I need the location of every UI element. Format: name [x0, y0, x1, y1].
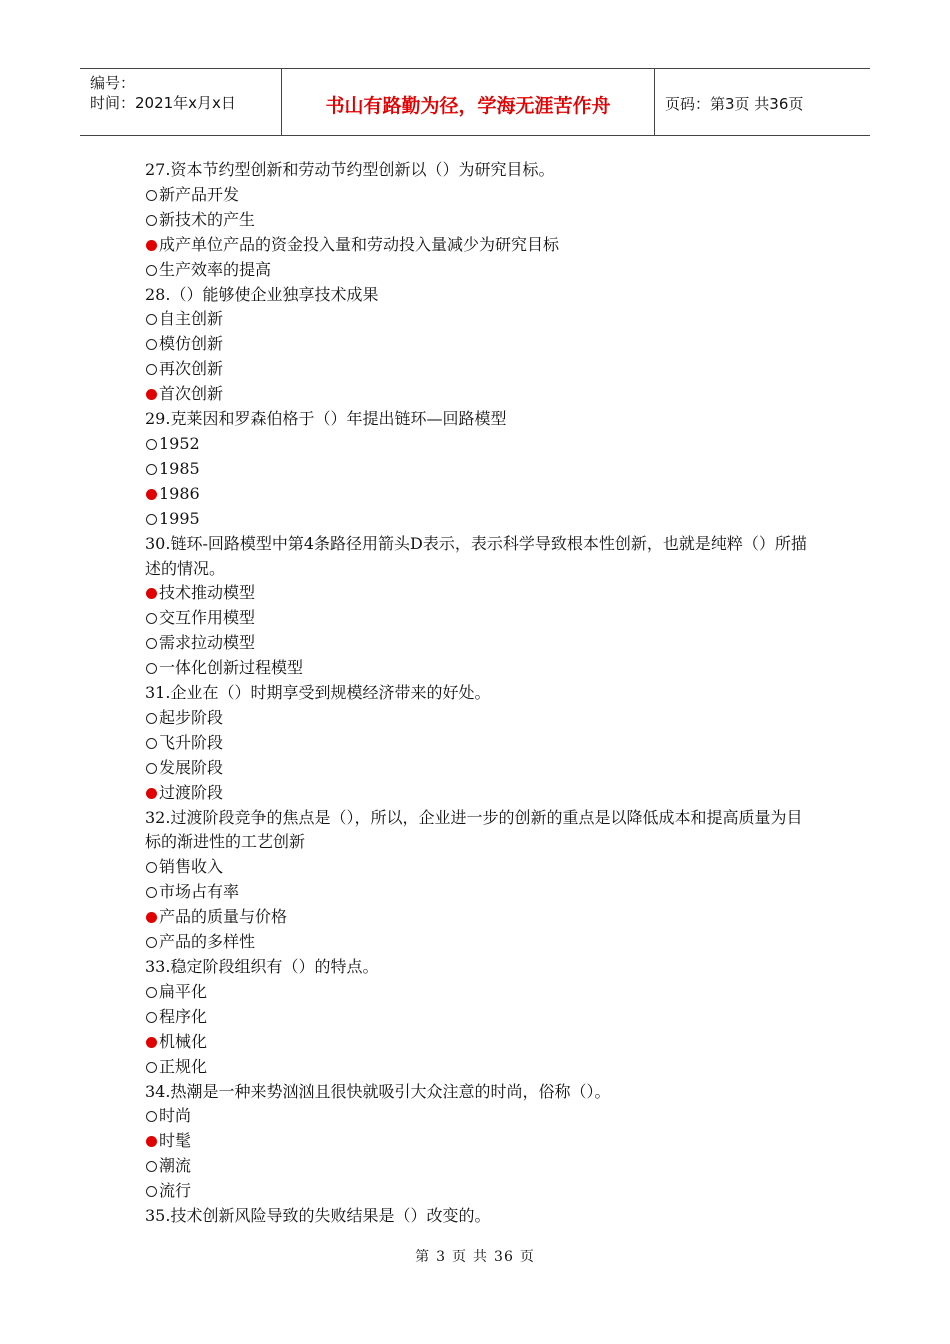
- radio-unselected-icon[interactable]: [146, 464, 157, 475]
- radio-unselected-icon[interactable]: [146, 937, 157, 948]
- answer-option[interactable]: [145, 905, 815, 930]
- radio-unselected-icon[interactable]: [146, 190, 157, 201]
- option-label: 产品的质量与价格: [159, 907, 288, 927]
- radio-unselected-icon[interactable]: [146, 763, 157, 774]
- answer-option[interactable]: [145, 1005, 815, 1030]
- answer-option[interactable]: [145, 382, 815, 407]
- option-label: 1985: [159, 458, 200, 478]
- answer-option[interactable]: [145, 1104, 815, 1129]
- radio-selected-icon[interactable]: [146, 489, 157, 500]
- radio-unselected-icon[interactable]: [146, 1012, 157, 1023]
- code-label: 编号：: [90, 74, 136, 92]
- radio-selected-icon[interactable]: [146, 1136, 157, 1147]
- answer-option[interactable]: [145, 880, 815, 905]
- radio-unselected-icon[interactable]: [146, 1186, 157, 1197]
- radio-selected-icon[interactable]: [146, 389, 157, 400]
- radio-unselected-icon[interactable]: [146, 364, 157, 375]
- option-label: 产品的多样性: [159, 932, 256, 952]
- radio-unselected-icon[interactable]: [146, 1111, 157, 1122]
- radio-unselected-icon[interactable]: [146, 738, 157, 749]
- answer-option[interactable]: [145, 1030, 815, 1055]
- option-label: 时髦: [159, 1131, 192, 1151]
- option-label: 生产效率的提高: [159, 259, 272, 279]
- question-text: 27.资本节约型创新和劳动节约型创新以（）为研究目标。: [145, 160, 555, 179]
- question-text: 35.技术创新风险导致的失败结果是（）改变的。: [145, 1206, 491, 1226]
- footer-page: 3: [436, 1249, 447, 1265]
- answer-option[interactable]: [145, 482, 815, 507]
- option-label: 机械化: [159, 1031, 208, 1051]
- question-text: 30.链环-回路模型中第4条路径用箭头D表示，表示科学导致根本性创新，也就是纯粹（）所描述的情况。: [145, 533, 807, 578]
- option-label: 销售收入: [159, 857, 224, 877]
- option-label: 技术推动模型: [159, 583, 256, 603]
- option-label: 交互作用模型: [159, 608, 256, 628]
- answer-option[interactable]: [145, 307, 815, 332]
- page-footer: [0, 1246, 950, 1266]
- answer-option[interactable]: [145, 581, 815, 606]
- option-label: 一体化创新过程模型: [159, 658, 304, 678]
- answer-option[interactable]: [145, 1055, 815, 1080]
- footer-word-2: 页: [452, 1249, 468, 1265]
- option-label: 新技术的产生: [159, 209, 256, 229]
- header-meta: [80, 69, 282, 135]
- answer-option[interactable]: [145, 1129, 815, 1154]
- radio-selected-icon[interactable]: [146, 588, 157, 599]
- radio-unselected-icon[interactable]: [146, 265, 157, 276]
- answer-option[interactable]: [145, 258, 815, 283]
- radio-unselected-icon[interactable]: [146, 339, 157, 350]
- radio-unselected-icon[interactable]: [146, 613, 157, 624]
- answer-option[interactable]: [145, 1179, 815, 1204]
- radio-unselected-icon[interactable]: [146, 439, 157, 450]
- option-label: 正规化: [159, 1056, 208, 1076]
- answer-option[interactable]: [145, 855, 815, 880]
- answer-option[interactable]: [145, 1154, 815, 1179]
- footer-word-1: 第: [415, 1249, 431, 1265]
- question-text: 29.克莱因和罗森伯格于（）年提出链环—回路模型: [145, 409, 507, 429]
- option-label: 自主创新: [159, 309, 224, 329]
- answer-option[interactable]: [145, 233, 815, 258]
- radio-unselected-icon[interactable]: [146, 215, 157, 226]
- option-label: 流行: [159, 1181, 192, 1201]
- option-label: 过渡阶段: [159, 782, 224, 802]
- option-label: 市场占有率: [159, 882, 240, 902]
- answer-option[interactable]: [145, 980, 815, 1005]
- radio-unselected-icon[interactable]: [146, 862, 157, 873]
- radio-unselected-icon[interactable]: [146, 1161, 157, 1172]
- question-text: 33.稳定阶段组织有（）的特点。: [145, 957, 379, 976]
- option-label: 需求拉动模型: [159, 633, 256, 653]
- option-label: 新产品开发: [159, 184, 240, 204]
- radio-selected-icon[interactable]: [146, 912, 157, 923]
- radio-unselected-icon[interactable]: [146, 514, 157, 525]
- option-label: 时尚: [159, 1106, 192, 1126]
- answer-option[interactable]: [145, 731, 815, 756]
- radio-unselected-icon[interactable]: [146, 638, 157, 649]
- answer-option[interactable]: [145, 332, 815, 357]
- option-label: 首次创新: [159, 384, 224, 404]
- footer-word-3: 共: [473, 1249, 489, 1265]
- footer-total: 36: [494, 1249, 514, 1265]
- radio-unselected-icon[interactable]: [146, 1062, 157, 1073]
- option-label: 程序化: [159, 1006, 208, 1026]
- radio-unselected-icon[interactable]: [146, 887, 157, 898]
- option-label: 起步阶段: [159, 707, 224, 727]
- answer-option[interactable]: [145, 432, 815, 457]
- answer-option[interactable]: [145, 606, 815, 631]
- footer-word-4: 页: [519, 1249, 535, 1265]
- time-label: 时间：2021年x月x日: [90, 94, 236, 112]
- question-text: 28.（）能够使企业独享技术成果: [145, 284, 379, 304]
- answer-option[interactable]: [145, 756, 815, 781]
- radio-unselected-icon[interactable]: [146, 713, 157, 724]
- option-label: 再次创新: [159, 359, 224, 379]
- page-header: [80, 68, 870, 136]
- answer-option[interactable]: [145, 656, 815, 681]
- answer-option[interactable]: [145, 208, 815, 233]
- motto: 书山有路勤为径，学海无涯苦作舟: [282, 69, 655, 135]
- question-text: 31.企业在（）时期享受到规模经济带来的好处。: [145, 683, 491, 703]
- option-label: 1952: [159, 433, 200, 453]
- answer-option[interactable]: [145, 183, 815, 208]
- option-label: 1986: [159, 483, 200, 503]
- option-label: 潮流: [159, 1156, 192, 1176]
- option-label: 扁平化: [159, 981, 208, 1001]
- option-label: 成产单位产品的资金投入量和劳动投入量减少为研究目标: [159, 234, 560, 254]
- radio-unselected-icon[interactable]: [146, 987, 157, 998]
- page-label: 页码：第3页 共36页: [665, 94, 804, 113]
- answer-option[interactable]: [145, 706, 815, 731]
- answer-option[interactable]: [145, 781, 815, 806]
- answer-option[interactable]: [145, 930, 815, 955]
- radio-selected-icon[interactable]: [146, 788, 157, 799]
- option-label: 发展阶段: [159, 757, 224, 777]
- radio-unselected-icon[interactable]: [146, 314, 157, 325]
- radio-unselected-icon[interactable]: [146, 663, 157, 674]
- answer-option[interactable]: [145, 507, 815, 532]
- question-list: [145, 158, 815, 1229]
- option-label: 飞升阶段: [159, 732, 224, 752]
- option-label: 模仿创新: [159, 334, 224, 354]
- answer-option[interactable]: [145, 457, 815, 482]
- answer-option[interactable]: [145, 631, 815, 656]
- option-label: 1995: [159, 508, 200, 528]
- question-text: 34.热潮是一种来势汹汹且很快就吸引大众注意的时尚，俗称（）。: [145, 1081, 611, 1101]
- answer-option[interactable]: [145, 357, 815, 382]
- radio-selected-icon[interactable]: [146, 1037, 157, 1048]
- question-text: 32.过渡阶段竞争的焦点是（），所以，企业进一步的创新的重点是以降低成本和提高质量为目标的渐进性的工艺创新: [145, 807, 803, 852]
- radio-selected-icon[interactable]: [146, 240, 157, 251]
